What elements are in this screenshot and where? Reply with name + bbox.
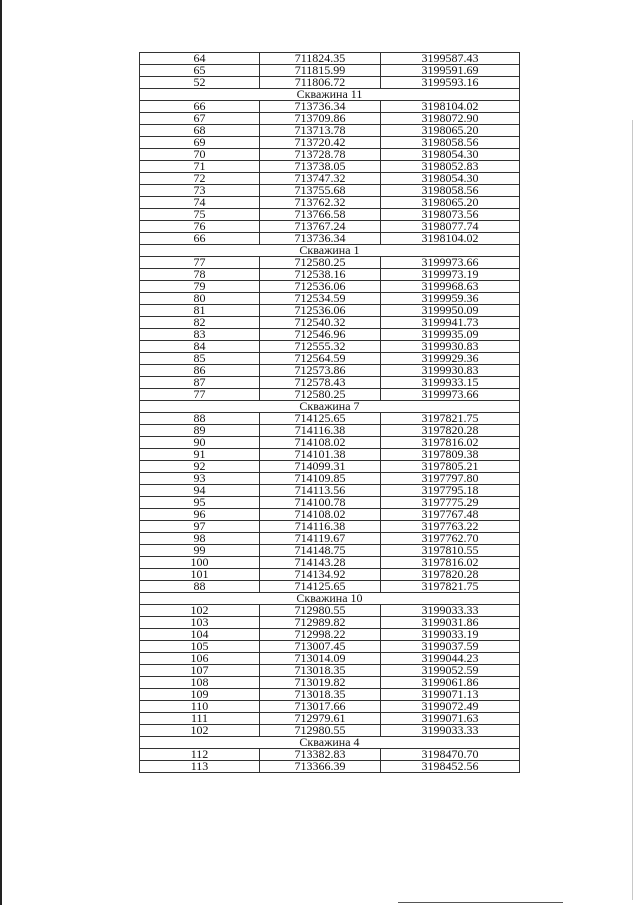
y-coordinate-cell: 3199968.63 xyxy=(381,281,520,293)
point-number-cell: 98 xyxy=(140,533,260,545)
x-coordinate-cell: 712536.06 xyxy=(260,305,381,317)
y-coordinate-cell: 3199587.43 xyxy=(381,53,520,65)
table-row xyxy=(140,257,520,269)
table-row xyxy=(140,209,520,221)
y-coordinate-cell: 3199044.23 xyxy=(381,653,520,665)
x-coordinate-cell: 714099.31 xyxy=(260,461,381,473)
x-coordinate-cell: 713767.24 xyxy=(260,221,381,233)
y-coordinate-cell: 3199933.15 xyxy=(381,377,520,389)
x-coordinate-cell: 714148.75 xyxy=(260,545,381,557)
point-number-cell: 65 xyxy=(140,65,260,77)
table-row xyxy=(140,197,520,209)
x-coordinate-cell: 712536.06 xyxy=(260,281,381,293)
y-coordinate-cell: 3197820.28 xyxy=(381,425,520,437)
x-coordinate-cell: 712979.61 xyxy=(260,713,381,725)
y-coordinate-cell: 3199973.66 xyxy=(381,389,520,401)
y-coordinate-cell: 3198072.90 xyxy=(381,113,520,125)
x-coordinate-cell: 713366.39 xyxy=(260,761,381,773)
x-coordinate-cell: 712546.96 xyxy=(260,329,381,341)
table-row xyxy=(140,749,520,761)
table-row xyxy=(140,305,520,317)
point-number-cell: 94 xyxy=(140,485,260,497)
x-coordinate-cell: 713007.45 xyxy=(260,641,381,653)
x-coordinate-cell: 712989.82 xyxy=(260,617,381,629)
table-row xyxy=(140,53,520,65)
y-coordinate-cell: 3198104.02 xyxy=(381,233,520,245)
point-number-cell: 77 xyxy=(140,257,260,269)
x-coordinate-cell: 712538.16 xyxy=(260,269,381,281)
y-coordinate-cell: 3197767.48 xyxy=(381,509,520,521)
section-title: Скважина 11 xyxy=(140,89,520,101)
point-number-cell: 77 xyxy=(140,389,260,401)
x-coordinate-cell: 714143.28 xyxy=(260,557,381,569)
table-row xyxy=(140,149,520,161)
x-coordinate-cell: 713755.68 xyxy=(260,185,381,197)
table-row xyxy=(140,329,520,341)
point-number-cell: 113 xyxy=(140,761,260,773)
x-coordinate-cell: 713766.58 xyxy=(260,209,381,221)
point-number-cell: 102 xyxy=(140,725,260,737)
point-number-cell: 79 xyxy=(140,281,260,293)
table-row xyxy=(140,761,520,773)
y-coordinate-cell: 3197805.21 xyxy=(381,461,520,473)
point-number-cell: 88 xyxy=(140,413,260,425)
point-number-cell: 107 xyxy=(140,665,260,677)
x-coordinate-cell: 713709.86 xyxy=(260,113,381,125)
table-row xyxy=(140,473,520,485)
point-number-cell: 73 xyxy=(140,185,260,197)
point-number-cell: 88 xyxy=(140,581,260,593)
table-row xyxy=(140,509,520,521)
point-number-cell: 90 xyxy=(140,437,260,449)
table-row xyxy=(140,713,520,725)
point-number-cell: 89 xyxy=(140,425,260,437)
table-row xyxy=(140,413,520,425)
table-row xyxy=(140,497,520,509)
point-number-cell: 96 xyxy=(140,509,260,521)
y-coordinate-cell: 3198077.74 xyxy=(381,221,520,233)
table-row xyxy=(140,125,520,137)
y-coordinate-cell: 3197762.70 xyxy=(381,533,520,545)
y-coordinate-cell: 3197810.55 xyxy=(381,545,520,557)
point-number-cell: 105 xyxy=(140,641,260,653)
x-coordinate-cell: 713017.66 xyxy=(260,701,381,713)
table-row xyxy=(140,377,520,389)
y-coordinate-cell: 3199950.09 xyxy=(381,305,520,317)
y-coordinate-cell: 3199591.69 xyxy=(381,65,520,77)
table-row xyxy=(140,101,520,113)
y-coordinate-cell: 3199973.19 xyxy=(381,269,520,281)
point-number-cell: 66 xyxy=(140,233,260,245)
y-coordinate-cell: 3198058.56 xyxy=(381,137,520,149)
point-number-cell: 106 xyxy=(140,653,260,665)
section-header-row xyxy=(140,737,520,749)
y-coordinate-cell: 3199941.73 xyxy=(381,317,520,329)
point-number-cell: 74 xyxy=(140,197,260,209)
table-row xyxy=(140,617,520,629)
table-row xyxy=(140,641,520,653)
table-row xyxy=(140,533,520,545)
x-coordinate-cell: 714108.02 xyxy=(260,509,381,521)
y-coordinate-cell: 3197821.75 xyxy=(381,413,520,425)
point-number-cell: 82 xyxy=(140,317,260,329)
point-number-cell: 101 xyxy=(140,569,260,581)
point-number-cell: 84 xyxy=(140,341,260,353)
y-coordinate-cell: 3198065.20 xyxy=(381,197,520,209)
section-title: Скважина 10 xyxy=(140,593,520,605)
table-row xyxy=(140,605,520,617)
table-row xyxy=(140,389,520,401)
x-coordinate-cell: 712534.59 xyxy=(260,293,381,305)
table-row xyxy=(140,521,520,533)
y-coordinate-cell: 3199929.36 xyxy=(381,353,520,365)
y-coordinate-cell: 3198470.70 xyxy=(381,749,520,761)
x-coordinate-cell: 712580.25 xyxy=(260,389,381,401)
section-header-row xyxy=(140,593,520,605)
section-header-row xyxy=(140,89,520,101)
table-row xyxy=(140,701,520,713)
y-coordinate-cell: 3199071.13 xyxy=(381,689,520,701)
scan-left-edge xyxy=(0,0,2,905)
x-coordinate-cell: 712540.32 xyxy=(260,317,381,329)
x-coordinate-cell: 712578.43 xyxy=(260,377,381,389)
table-row xyxy=(140,65,520,77)
y-coordinate-cell: 3198452.56 xyxy=(381,761,520,773)
table-row xyxy=(140,449,520,461)
table-row xyxy=(140,725,520,737)
x-coordinate-cell: 714108.02 xyxy=(260,437,381,449)
x-coordinate-cell: 712980.55 xyxy=(260,605,381,617)
y-coordinate-cell: 3197797.80 xyxy=(381,473,520,485)
point-number-cell: 92 xyxy=(140,461,260,473)
y-coordinate-cell: 3198054.30 xyxy=(381,149,520,161)
point-number-cell: 80 xyxy=(140,293,260,305)
point-number-cell: 67 xyxy=(140,113,260,125)
point-number-cell: 93 xyxy=(140,473,260,485)
coordinates-table xyxy=(139,52,520,773)
table-row xyxy=(140,677,520,689)
y-coordinate-cell: 3199072.49 xyxy=(381,701,520,713)
y-coordinate-cell: 3198054.30 xyxy=(381,173,520,185)
table-row xyxy=(140,293,520,305)
y-coordinate-cell: 3198073.56 xyxy=(381,209,520,221)
x-coordinate-cell: 714116.38 xyxy=(260,521,381,533)
table-row xyxy=(140,665,520,677)
y-coordinate-cell: 3197816.02 xyxy=(381,557,520,569)
table-row xyxy=(140,341,520,353)
table-row xyxy=(140,425,520,437)
y-coordinate-cell: 3198065.20 xyxy=(381,125,520,137)
point-number-cell: 91 xyxy=(140,449,260,461)
x-coordinate-cell: 712573.86 xyxy=(260,365,381,377)
point-number-cell: 95 xyxy=(140,497,260,509)
table-row xyxy=(140,353,520,365)
x-coordinate-cell: 713720.42 xyxy=(260,137,381,149)
x-coordinate-cell: 713738.05 xyxy=(260,161,381,173)
table-row xyxy=(140,629,520,641)
x-coordinate-cell: 712980.55 xyxy=(260,725,381,737)
x-coordinate-cell: 714119.67 xyxy=(260,533,381,545)
x-coordinate-cell: 713018.35 xyxy=(260,689,381,701)
y-coordinate-cell: 3197775.29 xyxy=(381,497,520,509)
point-number-cell: 75 xyxy=(140,209,260,221)
y-coordinate-cell: 3199930.83 xyxy=(381,365,520,377)
y-coordinate-cell: 3199031.86 xyxy=(381,617,520,629)
table-row xyxy=(140,281,520,293)
point-number-cell: 110 xyxy=(140,701,260,713)
point-number-cell: 109 xyxy=(140,689,260,701)
x-coordinate-cell: 713019.82 xyxy=(260,677,381,689)
point-number-cell: 68 xyxy=(140,125,260,137)
y-coordinate-cell: 3199061.86 xyxy=(381,677,520,689)
x-coordinate-cell: 714101.38 xyxy=(260,449,381,461)
coordinates-table-body xyxy=(140,53,520,773)
x-coordinate-cell: 711815.99 xyxy=(260,65,381,77)
point-number-cell: 71 xyxy=(140,161,260,173)
table-row xyxy=(140,161,520,173)
x-coordinate-cell: 712555.32 xyxy=(260,341,381,353)
table-row xyxy=(140,269,520,281)
y-coordinate-cell: 3199052.59 xyxy=(381,665,520,677)
x-coordinate-cell: 714100.78 xyxy=(260,497,381,509)
y-coordinate-cell: 3198052.83 xyxy=(381,161,520,173)
x-coordinate-cell: 713736.34 xyxy=(260,101,381,113)
point-number-cell: 76 xyxy=(140,221,260,233)
y-coordinate-cell: 3197816.02 xyxy=(381,437,520,449)
point-number-cell: 72 xyxy=(140,173,260,185)
table-row xyxy=(140,545,520,557)
point-number-cell: 104 xyxy=(140,629,260,641)
x-coordinate-cell: 712998.22 xyxy=(260,629,381,641)
y-coordinate-cell: 3198104.02 xyxy=(381,101,520,113)
x-coordinate-cell: 713747.32 xyxy=(260,173,381,185)
point-number-cell: 97 xyxy=(140,521,260,533)
table-row xyxy=(140,137,520,149)
y-coordinate-cell: 3199033.33 xyxy=(381,605,520,617)
y-coordinate-cell: 3197820.28 xyxy=(381,569,520,581)
point-number-cell: 87 xyxy=(140,377,260,389)
table-row xyxy=(140,461,520,473)
x-coordinate-cell: 713014.09 xyxy=(260,653,381,665)
point-number-cell: 111 xyxy=(140,713,260,725)
y-coordinate-cell: 3199959.36 xyxy=(381,293,520,305)
x-coordinate-cell: 714116.38 xyxy=(260,425,381,437)
table-row xyxy=(140,221,520,233)
point-number-cell: 108 xyxy=(140,677,260,689)
section-title: Скважина 1 xyxy=(140,245,520,257)
table-row xyxy=(140,581,520,593)
x-coordinate-cell: 714134.92 xyxy=(260,569,381,581)
table-row xyxy=(140,557,520,569)
table-row xyxy=(140,233,520,245)
point-number-cell: 85 xyxy=(140,353,260,365)
table-row xyxy=(140,77,520,89)
y-coordinate-cell: 3199033.33 xyxy=(381,725,520,737)
table-row xyxy=(140,113,520,125)
x-coordinate-cell: 714125.65 xyxy=(260,413,381,425)
y-coordinate-cell: 3199930.83 xyxy=(381,341,520,353)
point-number-cell: 52 xyxy=(140,77,260,89)
section-title: Скважина 7 xyxy=(140,401,520,413)
footer-rule xyxy=(398,902,563,903)
x-coordinate-cell: 713736.34 xyxy=(260,233,381,245)
section-header-row xyxy=(140,401,520,413)
y-coordinate-cell: 3197809.38 xyxy=(381,449,520,461)
x-coordinate-cell: 713018.35 xyxy=(260,665,381,677)
point-number-cell: 102 xyxy=(140,605,260,617)
point-number-cell: 81 xyxy=(140,305,260,317)
y-coordinate-cell: 3199973.66 xyxy=(381,257,520,269)
y-coordinate-cell: 3197821.75 xyxy=(381,581,520,593)
x-coordinate-cell: 711806.72 xyxy=(260,77,381,89)
point-number-cell: 69 xyxy=(140,137,260,149)
table-row xyxy=(140,569,520,581)
point-number-cell: 70 xyxy=(140,149,260,161)
table-row xyxy=(140,689,520,701)
x-coordinate-cell: 713382.83 xyxy=(260,749,381,761)
table-row xyxy=(140,185,520,197)
point-number-cell: 112 xyxy=(140,749,260,761)
section-header-row xyxy=(140,245,520,257)
table-row xyxy=(140,485,520,497)
table-row xyxy=(140,173,520,185)
y-coordinate-cell: 3197763.22 xyxy=(381,521,520,533)
table-row xyxy=(140,437,520,449)
section-title: Скважина 4 xyxy=(140,737,520,749)
point-number-cell: 78 xyxy=(140,269,260,281)
x-coordinate-cell: 713713.78 xyxy=(260,125,381,137)
x-coordinate-cell: 711824.35 xyxy=(260,53,381,65)
y-coordinate-cell: 3199935.09 xyxy=(381,329,520,341)
x-coordinate-cell: 714125.65 xyxy=(260,581,381,593)
point-number-cell: 100 xyxy=(140,557,260,569)
y-coordinate-cell: 3199593.16 xyxy=(381,77,520,89)
point-number-cell: 103 xyxy=(140,617,260,629)
x-coordinate-cell: 713762.32 xyxy=(260,197,381,209)
y-coordinate-cell: 3199037.59 xyxy=(381,641,520,653)
x-coordinate-cell: 714109.85 xyxy=(260,473,381,485)
x-coordinate-cell: 713728.78 xyxy=(260,149,381,161)
point-number-cell: 66 xyxy=(140,101,260,113)
x-coordinate-cell: 714113.56 xyxy=(260,485,381,497)
x-coordinate-cell: 712580.25 xyxy=(260,257,381,269)
y-coordinate-cell: 3198058.56 xyxy=(381,185,520,197)
table-row xyxy=(140,653,520,665)
point-number-cell: 86 xyxy=(140,365,260,377)
y-coordinate-cell: 3199033.19 xyxy=(381,629,520,641)
point-number-cell: 64 xyxy=(140,53,260,65)
x-coordinate-cell: 712564.59 xyxy=(260,353,381,365)
y-coordinate-cell: 3197795.18 xyxy=(381,485,520,497)
scan-right-edge xyxy=(632,120,633,900)
point-number-cell: 83 xyxy=(140,329,260,341)
point-number-cell: 99 xyxy=(140,545,260,557)
y-coordinate-cell: 3199071.63 xyxy=(381,713,520,725)
table-row xyxy=(140,365,520,377)
table-row xyxy=(140,317,520,329)
